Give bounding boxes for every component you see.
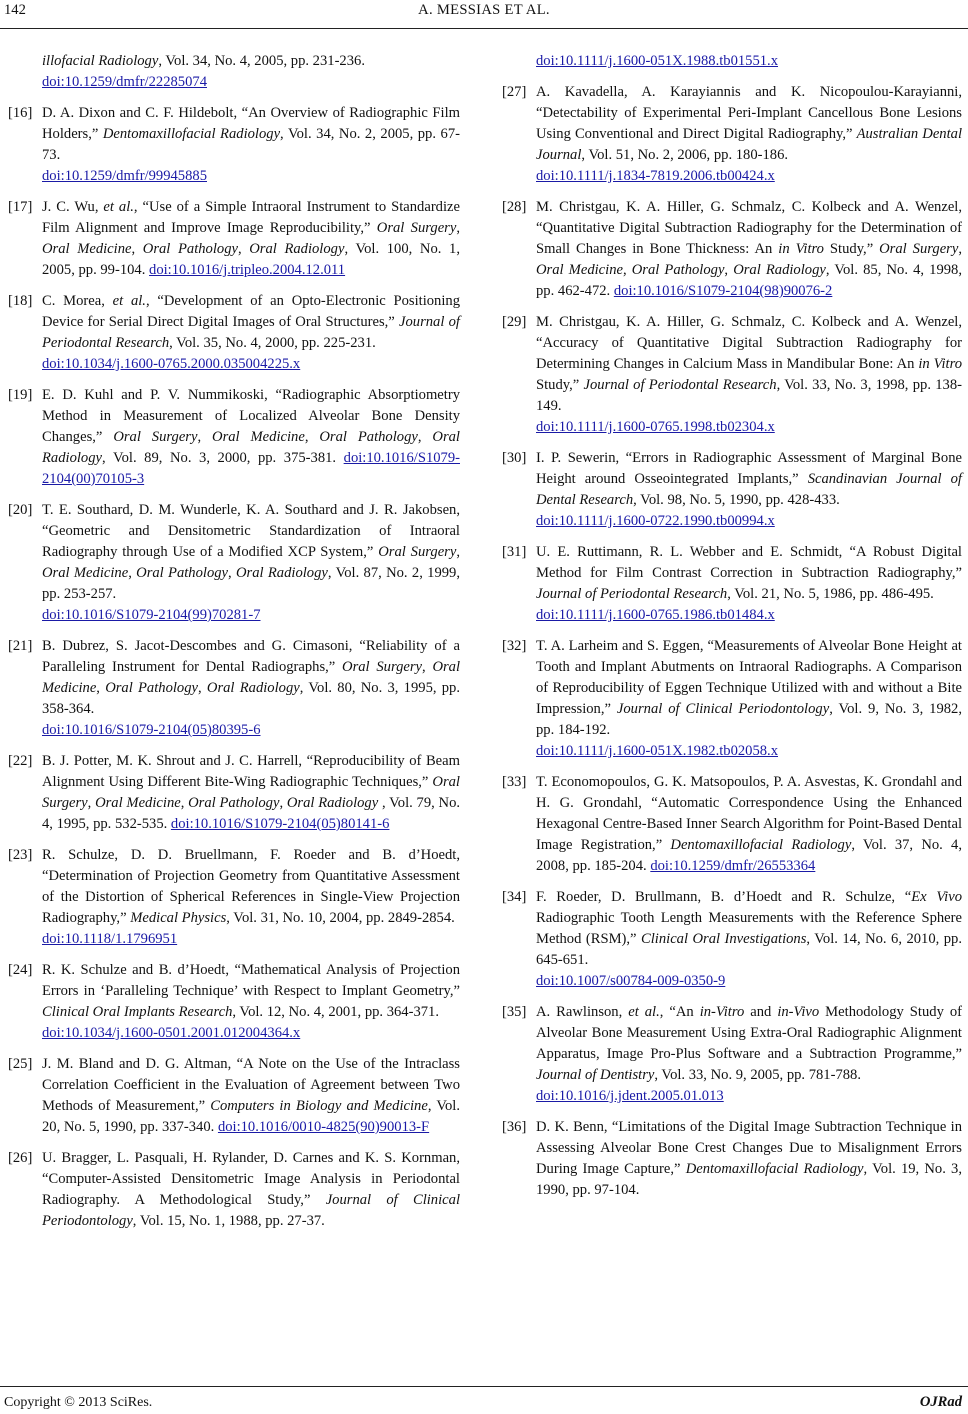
citation-text: U. Bragger, L. Pasquali, H. Rylander, D. Carnes and K. S. Kornman, “Computer-Assisted Densitometric Image Analysis in Periodontal Radiography. A Methodological Study,” (42, 1150, 460, 1208)
citation-text: , (958, 241, 962, 257)
citation-text: , Vol. 80, No. 3, 1995, pp. 358-364. (42, 680, 461, 717)
citation-text: R. Schulze, D. D. Bruellmann, F. Roeder and B. d’Hoedt, “Determination of Projection Geometry from Quantitative Assessment of the Distortion of Spherical References in Single-View Projection Radiography,” (42, 847, 460, 926)
italic-title: Journal of Periodontal Research (536, 586, 728, 602)
citation-text: U. E. Ruttimann, R. L. Webber and E. Schmidt, “A Robust Digital Method for Film Contrast Correction in Subtraction Radiography,” (536, 544, 962, 581)
reference-text (536, 887, 962, 992)
doi-link[interactable]: doi:10.1111/j.1600-0765.1998.tb02304.x (536, 419, 775, 435)
reference-entry (8, 1148, 460, 1232)
reference-entry (502, 312, 962, 438)
citation-text: R. K. Schulze and B. d’Hoedt, “Mathematical Analysis of Projection Errors in ‘Paralleling Technique’ with Respect to Implant Geometry,” (42, 962, 460, 999)
italic-title: Oral Surgery (342, 659, 423, 675)
reference-number: [35] (502, 1004, 527, 1020)
reference-number: [32] (502, 638, 527, 654)
italic-title: Journal of Clinical Periodontology (42, 1192, 460, 1229)
reference-text (536, 82, 962, 187)
italic-title: et al. (628, 1004, 660, 1020)
italic-title: Oral Medicine (95, 795, 181, 811)
reference-entry (502, 51, 962, 72)
citation-text: , Vol. 21, No. 5, 1986, pp. 486-495. (727, 586, 934, 602)
italic-title: Oral Medicine (42, 241, 132, 257)
doi-link[interactable]: doi:10.1016/S1079-2104(05)80395-6 (42, 722, 261, 738)
citation-text: C. Morea, (42, 293, 113, 309)
italic-title: Oral Pathology (136, 565, 229, 581)
citation-text: , (417, 429, 433, 445)
italic-title: Medical Physics (130, 910, 227, 926)
reference-entry (502, 636, 962, 762)
citation-text: , (422, 659, 433, 675)
doi-link[interactable]: doi:10.1016/S1079-2104(05)80141-6 (170, 816, 390, 832)
doi-link[interactable]: doi:10.1111/j.1834-7819.2006.tb00424.x (536, 168, 775, 184)
citation-text: , Vol. 85, No. 4, 1998, pp. 462-472. (536, 262, 962, 299)
reference-number: [27] (502, 84, 527, 100)
reference-entry (8, 500, 460, 626)
italic-title: Oral Surgery (376, 220, 457, 236)
italic-title: Oral Pathology (105, 680, 199, 696)
italic-title: Scandinavian Journal of Dental Research (536, 471, 962, 508)
italic-title: Oral Surgery (378, 544, 457, 560)
reference-number: [17] (8, 199, 33, 215)
citation-text: M. Christgau, K. A. Hiller, G. Schmalz, C. Kolbeck and A. Wenzel, “Quantitative Digital Subtraction Radiography for the Determination of Small Changes in Bone Thickness: An (536, 199, 962, 257)
citation-text: T. Economopoulos, G. K. Matsopoulos, P. A. Asvestas, K. Grondahl and H. G. Grondahl, “Automatic Correspondence Using the Enhanced Hexagonal Centre-Based Inner Search Algorithm for Point-Based Dental Image Registration,” (536, 774, 962, 853)
italic-title: Journal of Periodontal Research (583, 377, 777, 393)
italic-title: Oral Radiology (286, 795, 379, 811)
doi-link[interactable]: doi:10.1259/dmfr/99945885 (42, 168, 207, 184)
reference-text (536, 312, 962, 438)
reference-number: [18] (8, 293, 33, 309)
reference-entry (8, 197, 460, 281)
reference-entry (8, 751, 460, 835)
citation-text: M. Christgau, K. A. Hiller, G. Schmalz, C. Kolbeck and A. Wenzel, “Accuracy of Quantitative Digital Subtraction Radiography for Determining Changes in Calcium Mass in Mandibular Bone: An (536, 314, 962, 372)
doi-link[interactable]: doi:10.1259/dmfr/26553364 (650, 858, 816, 874)
citation-text: Study,” (823, 241, 880, 257)
citation-text: , Vol. 33, No. 3, 1998, pp. 138-149. (536, 377, 962, 414)
citation-text: , (87, 795, 96, 811)
italic-title: et al. (112, 293, 146, 309)
reference-number: [22] (8, 753, 33, 769)
citation-text: T. A. Larheim and S. Eggen, “Measurements of Alveolar Bone Height at Tooth and Implant Abutments on Intraoral Radiographs. A Comparison of Reproducibility of Eggen Technique Utilized with and without a Bite Impression,” (536, 638, 962, 717)
reference-number: [30] (502, 450, 527, 466)
italic-title: illofacial Radiology (42, 53, 159, 69)
journal-abbreviation: OJRad (919, 1394, 962, 1410)
reference-entry (502, 448, 962, 532)
italic-title: Journal of Periodontal Research (42, 314, 460, 351)
citation-text: , “An (659, 1004, 700, 1020)
citation-text: , “Use of a Simple Intraoral Instrument to Standardize Film Alignment and Improve Image Reproducibility,” (42, 199, 460, 236)
citation-text: , (228, 565, 236, 581)
italic-title: Oral Surgery (113, 429, 198, 445)
doi-link[interactable]: doi:10.1016/S1079-2104(98)90076-2 (613, 283, 833, 299)
reference-entry (8, 1054, 460, 1138)
italic-title: Oral Pathology (142, 241, 238, 257)
citation-text: , Vol. 14, No. 6, 2010, pp. 645-651. (536, 931, 962, 968)
citation-text: , Vol. 79, No. 4, 1995, pp. 532-535. (42, 795, 461, 832)
reference-number: [21] (8, 638, 33, 654)
italic-title: Oral Medicine (212, 429, 305, 445)
italic-title: Dentomaxillofacial Radiology (102, 126, 281, 142)
italic-title: Oral Radiology (249, 241, 345, 257)
italic-title: Oral Medicine (42, 565, 129, 581)
italic-title: Oral Radiology (236, 565, 328, 581)
reference-text (42, 291, 460, 375)
doi-link[interactable]: doi:10.1118/1.1796951 (42, 931, 178, 947)
citation-text: , (128, 565, 137, 581)
citation-text: , Vol. 33, No. 9, 2005, pp. 781-788. (654, 1067, 861, 1083)
doi-link[interactable]: doi:10.1016/j.jdent.2005.01.013 (536, 1088, 724, 1104)
citation-text: , Vol. 31, No. 10, 2004, pp. 2849-2854. (226, 910, 455, 926)
italic-title: Journal of Dentistry (536, 1067, 655, 1083)
citation-text: , (304, 429, 320, 445)
reference-text (536, 51, 962, 72)
doi-link[interactable]: doi:10.1259/dmfr/22285074 (42, 74, 207, 90)
doi-link[interactable]: doi:10.1016/0010-4825(90)90013-F (217, 1119, 430, 1135)
reference-text (42, 751, 460, 835)
italic-title: Oral Radiology (206, 680, 300, 696)
italic-title: Oral Pathology (631, 262, 725, 278)
italic-title: Clinical Oral Investigations (641, 931, 807, 947)
citation-text: , (724, 262, 734, 278)
header-rule (0, 28, 968, 29)
italic-title: Australian Dental Journal (536, 126, 962, 163)
reference-text (536, 448, 962, 532)
reference-entry (502, 542, 962, 626)
italic-title: Oral Radiology (733, 262, 826, 278)
reference-text (536, 1117, 962, 1201)
citation-text: , Vol. 15, No. 1, 1988, pp. 27-37. (132, 1213, 325, 1229)
reference-number: [25] (8, 1056, 33, 1072)
citation-text: , (197, 429, 213, 445)
citation-text: E. D. Kuhl and P. V. Nummikoski, “Radiographic Absorptiometry Method in Measurement of Localized Alveolar Bone Density Changes,” (42, 387, 460, 445)
italic-title: in Vitro (778, 241, 824, 257)
citation-text: , Vol. 98, No. 5, 1990, pp. 428-433. (633, 492, 840, 508)
citation-text: , Vol. 51, No. 2, 2006, pp. 180-186. (581, 147, 789, 163)
citation-text: F. Roeder, D. Brullmann, B. d’Hoedt and R. Schulze, “ (536, 889, 912, 905)
reference-text (42, 103, 460, 187)
reference-entry (8, 960, 460, 1044)
reference-number: [16] (8, 105, 33, 121)
reference-number: [19] (8, 387, 33, 403)
citation-text: , Vol. 19, No. 3, 1990, pp. 97-104. (536, 1161, 963, 1198)
reference-entry (8, 291, 460, 375)
italic-title: Oral Surgery (879, 241, 959, 257)
citation-text: , (456, 544, 460, 560)
citation-text: , Vol. 100, No. 1, 2005, pp. 99-104. (42, 241, 460, 278)
reference-entry (502, 1117, 962, 1201)
reference-text (42, 1148, 460, 1232)
reference-entry (502, 772, 962, 877)
reference-number: [28] (502, 199, 527, 215)
citation-text: I. P. Sewerin, “Errors in Radiographic Assessment of Marginal Bone Height around Osseointegrated Implants,” (536, 450, 962, 487)
citation-text: , (131, 241, 143, 257)
reference-text (42, 636, 460, 741)
page-header (0, 0, 968, 36)
doi-link[interactable]: doi:10.1016/S1079-2104(00)70105-3 (42, 450, 460, 487)
citation-text: Study,” (536, 377, 584, 393)
citation-text: T. E. Southard, D. M. Wunderle, K. A. Southard and J. R. Jakobsen, “Geometric and Densitometric Standardization of Intraoral Radiography through Use of a Modified XCP System,” (42, 502, 460, 560)
italic-title: Dentomaxillofacial Radiology (685, 1161, 864, 1177)
reference-entry (8, 636, 460, 741)
reference-text (536, 542, 962, 626)
reference-number: [34] (502, 889, 527, 905)
citation-text: , (180, 795, 189, 811)
citation-text: , (456, 220, 460, 236)
reference-number: [33] (502, 774, 527, 790)
doi-link[interactable]: doi:10.1034/j.1600-0765.2000.035004225.x (42, 356, 301, 372)
citation-text: D. A. Dixon and C. F. Hildebolt, “An Overview of Radiographic Film Holders,” (42, 105, 460, 142)
citation-text: and (744, 1004, 778, 1020)
citation-text: J. C. Wu, (42, 199, 104, 215)
italic-title: Oral Pathology (319, 429, 418, 445)
reference-entry (502, 887, 962, 992)
italic-title: in-Vitro (699, 1004, 745, 1020)
citation-text: , (622, 262, 632, 278)
reference-number: [20] (8, 502, 33, 518)
citation-text: , Vol. 34, No. 2, 2005, pp. 67-73. (42, 126, 460, 163)
citation-text: , (96, 680, 106, 696)
reference-number: [24] (8, 962, 33, 978)
reference-text (42, 500, 460, 626)
copyright-notice: Copyright © 2013 SciRes. (4, 1395, 153, 1410)
reference-entry (502, 82, 962, 187)
references-left-column (8, 51, 460, 1242)
page-footer (0, 1386, 968, 1414)
doi-link[interactable]: doi:10.1007/s00784-009-0350-9 (536, 973, 726, 989)
reference-number: [31] (502, 544, 527, 560)
citation-text: , Vol. 89, No. 3, 2000, pp. 375-381. (102, 450, 344, 466)
doi-link[interactable]: doi:10.1016/j.tripleo.2004.12.011 (149, 262, 346, 278)
citation-text: , Vol. 9, No. 3, 1982, pp. 184-192. (536, 701, 962, 738)
citation-text: A. Kavadella, A. Karayiannis and K. Nicopoulou-Karayianni, “Detectability of Experimental Peri-Implant Cancellous Bone Lesions Using Conventional and Direct Digital Radiography,” (536, 84, 962, 142)
doi-link[interactable]: doi:10.1016/S1079-2104(99)70281-7 (42, 607, 261, 623)
reference-text (536, 197, 962, 302)
reference-text (42, 1054, 460, 1138)
citation-text: , “Development of an Opto-Electronic Positioning Device for Serial Direct Digital Images of Oral Structures,” (42, 293, 460, 330)
reference-entry (502, 1002, 962, 1107)
italic-title: Oral Medicine (536, 262, 623, 278)
page-number: 142 (4, 2, 26, 18)
italic-title: Oral Medicine (42, 659, 461, 696)
citation-text: B. Dubrez, S. Jacot-Descombes and G. Cimasoni, “Reliability of a Paralleling Instrument for Dental Radiographs,” (42, 638, 460, 675)
reference-entry (8, 385, 460, 490)
reference-text (536, 636, 962, 762)
reference-entry (8, 845, 460, 950)
italic-title: Journal of Clinical Periodontology (616, 701, 830, 717)
reference-entry (502, 197, 962, 302)
doi-link[interactable]: doi:10.1034/j.1600-0501.2001.012004364.x (42, 1025, 301, 1041)
reference-number: [36] (502, 1119, 527, 1135)
citation-text: D. K. Benn, “Limitations of the Digital Image Subtraction Technique in Assessing Alveolar Bone Crest Changes Due to Misalignment Errors During Image Capture,” (536, 1119, 962, 1177)
italic-title: Oral Radiology (42, 429, 460, 466)
citation-text: J. M. Bland and D. G. Altman, “A Note on the Use of the Intraclass Correlation Coefficient in the Evaluation of Agreement between Two Methods of Measurement,” (42, 1056, 460, 1114)
doi-link[interactable]: doi:10.1111/j.1600-051X.1988.tb01551.x (536, 53, 779, 69)
citation-text: , Vol. 34, No. 4, 2005, pp. 231-236. (158, 53, 365, 69)
italic-title: Clinical Oral Implants Research (42, 1004, 233, 1020)
italic-title: Ex Vivo (911, 889, 962, 905)
citation-text: , (237, 241, 250, 257)
italic-title: in-Vivo (777, 1004, 820, 1020)
italic-title: Oral Surgery (42, 774, 460, 811)
citation-text: , (279, 795, 287, 811)
citation-text: , Vol. 12, No. 4, 2001, pp. 364-371. (232, 1004, 439, 1020)
citation-text: , (198, 680, 207, 696)
doi-link[interactable]: doi:10.1111/j.1600-0722.1990.tb00994.x (536, 513, 775, 529)
italic-title: Dentomaxillofacial Radiology (670, 837, 852, 853)
references-right-column (502, 51, 962, 1211)
reference-text (42, 51, 460, 93)
reference-number: [29] (502, 314, 527, 330)
reference-text (42, 197, 460, 281)
footer-rule (0, 1386, 968, 1387)
doi-link[interactable]: doi:10.1111/j.1600-0765.1986.tb01484.x (536, 607, 775, 623)
reference-text (42, 385, 460, 490)
citation-text: A. Rawlinson, (536, 1004, 629, 1020)
reference-text (42, 960, 460, 1044)
citation-text: Radiographic Tooth Length Measurements with the Reference Sphere Method (RSM),” (536, 910, 962, 947)
citation-text: Methodology Study of Alveolar Bone Measurement Using Extra-Oral Radiographic Alignment Apparatus, Image Pro-Plus Software and a Subtraction Programme,” (536, 1004, 963, 1062)
reference-entry (8, 103, 460, 187)
citation-text: , Vol. 87, No. 2, 1999, pp. 253-257. (42, 565, 460, 602)
running-title: A. MESSIAS ET AL. (418, 2, 550, 18)
reference-number: [23] (8, 847, 33, 863)
italic-title: Computers in Biology and Medicine (210, 1098, 428, 1114)
italic-title: et al. (103, 199, 134, 215)
citation-text: , Vol. 37, No. 4, 2008, pp. 185-204. (536, 837, 962, 874)
citation-text: , Vol. 35, No. 4, 2000, pp. 225-231. (169, 335, 376, 351)
citation-text: , Vol. 20, No. 5, 1990, pp. 337-340. (42, 1098, 461, 1135)
reference-text (42, 845, 460, 950)
reference-text (536, 772, 962, 877)
italic-title: Oral Pathology (188, 795, 280, 811)
reference-entry (8, 51, 460, 93)
reference-number: [26] (8, 1150, 33, 1166)
reference-text (536, 1002, 962, 1107)
doi-link[interactable]: doi:10.1111/j.1600-051X.1982.tb02058.x (536, 743, 779, 759)
italic-title: in Vitro (918, 356, 963, 372)
citation-text: B. J. Potter, M. K. Shrout and J. C. Harrell, “Reproducibility of Beam Alignment Using Different Bite-Wing Radiographic Techniques,” (42, 753, 460, 790)
